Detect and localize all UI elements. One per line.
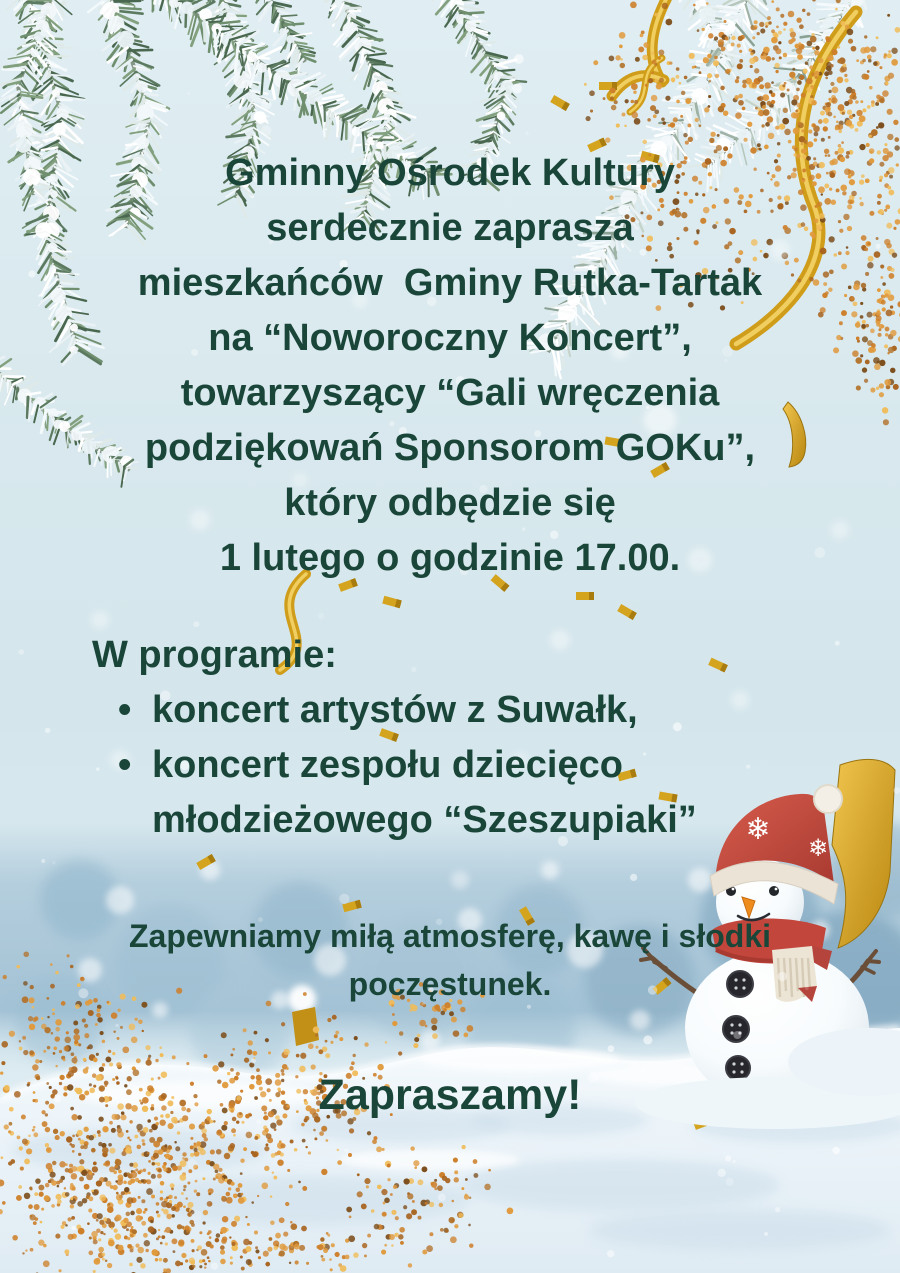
closing-text [0,1064,900,1126]
invitation-line-4: na “Noworoczny Koncert”, [208,317,692,359]
bullet-icon: • [118,689,132,731]
invitation-line-1: Gminny Ośrodek Kultury [225,152,675,194]
program-item-1 [92,683,900,738]
invitation-line-2: serdecznie zaprasza [266,207,634,249]
program-heading: W programie: [92,634,337,676]
svg-text:❄: ❄ [745,812,771,847]
invitation-line-3: mieszkańców Gminy Rutka-Tartak [137,262,763,304]
program-block [92,628,900,848]
program-item-1-label: koncert artystów z Suwałk, [152,689,638,731]
program-item-2 [92,738,900,793]
invitation-line-5: towarzyszący “Gali wręczenia [180,372,720,414]
svg-text:❄: ❄ [807,834,829,862]
invitation-text-block [0,146,900,586]
footer-line-2: poczęstunek. [348,966,552,1002]
invitation-line-7: który odbędzie się [284,482,616,524]
bullet-icon: • [118,744,132,786]
footer-text-block [0,912,900,1008]
program-item-2-label: koncert zespołu dziecięco [152,744,623,786]
closing-line: Zapraszamy! [318,1071,582,1119]
invitation-line-6: podziękowań Sponsorom GOKu”, [144,427,756,469]
program-item-2-continued: młodzieżowego “Szeszupiaki” [152,799,697,841]
invitation-line-8: 1 lutego o godzinie 17.00. [219,537,681,579]
footer-line-1: Zapewniamy miłą atmosferę, kawę i słodki [128,918,772,954]
